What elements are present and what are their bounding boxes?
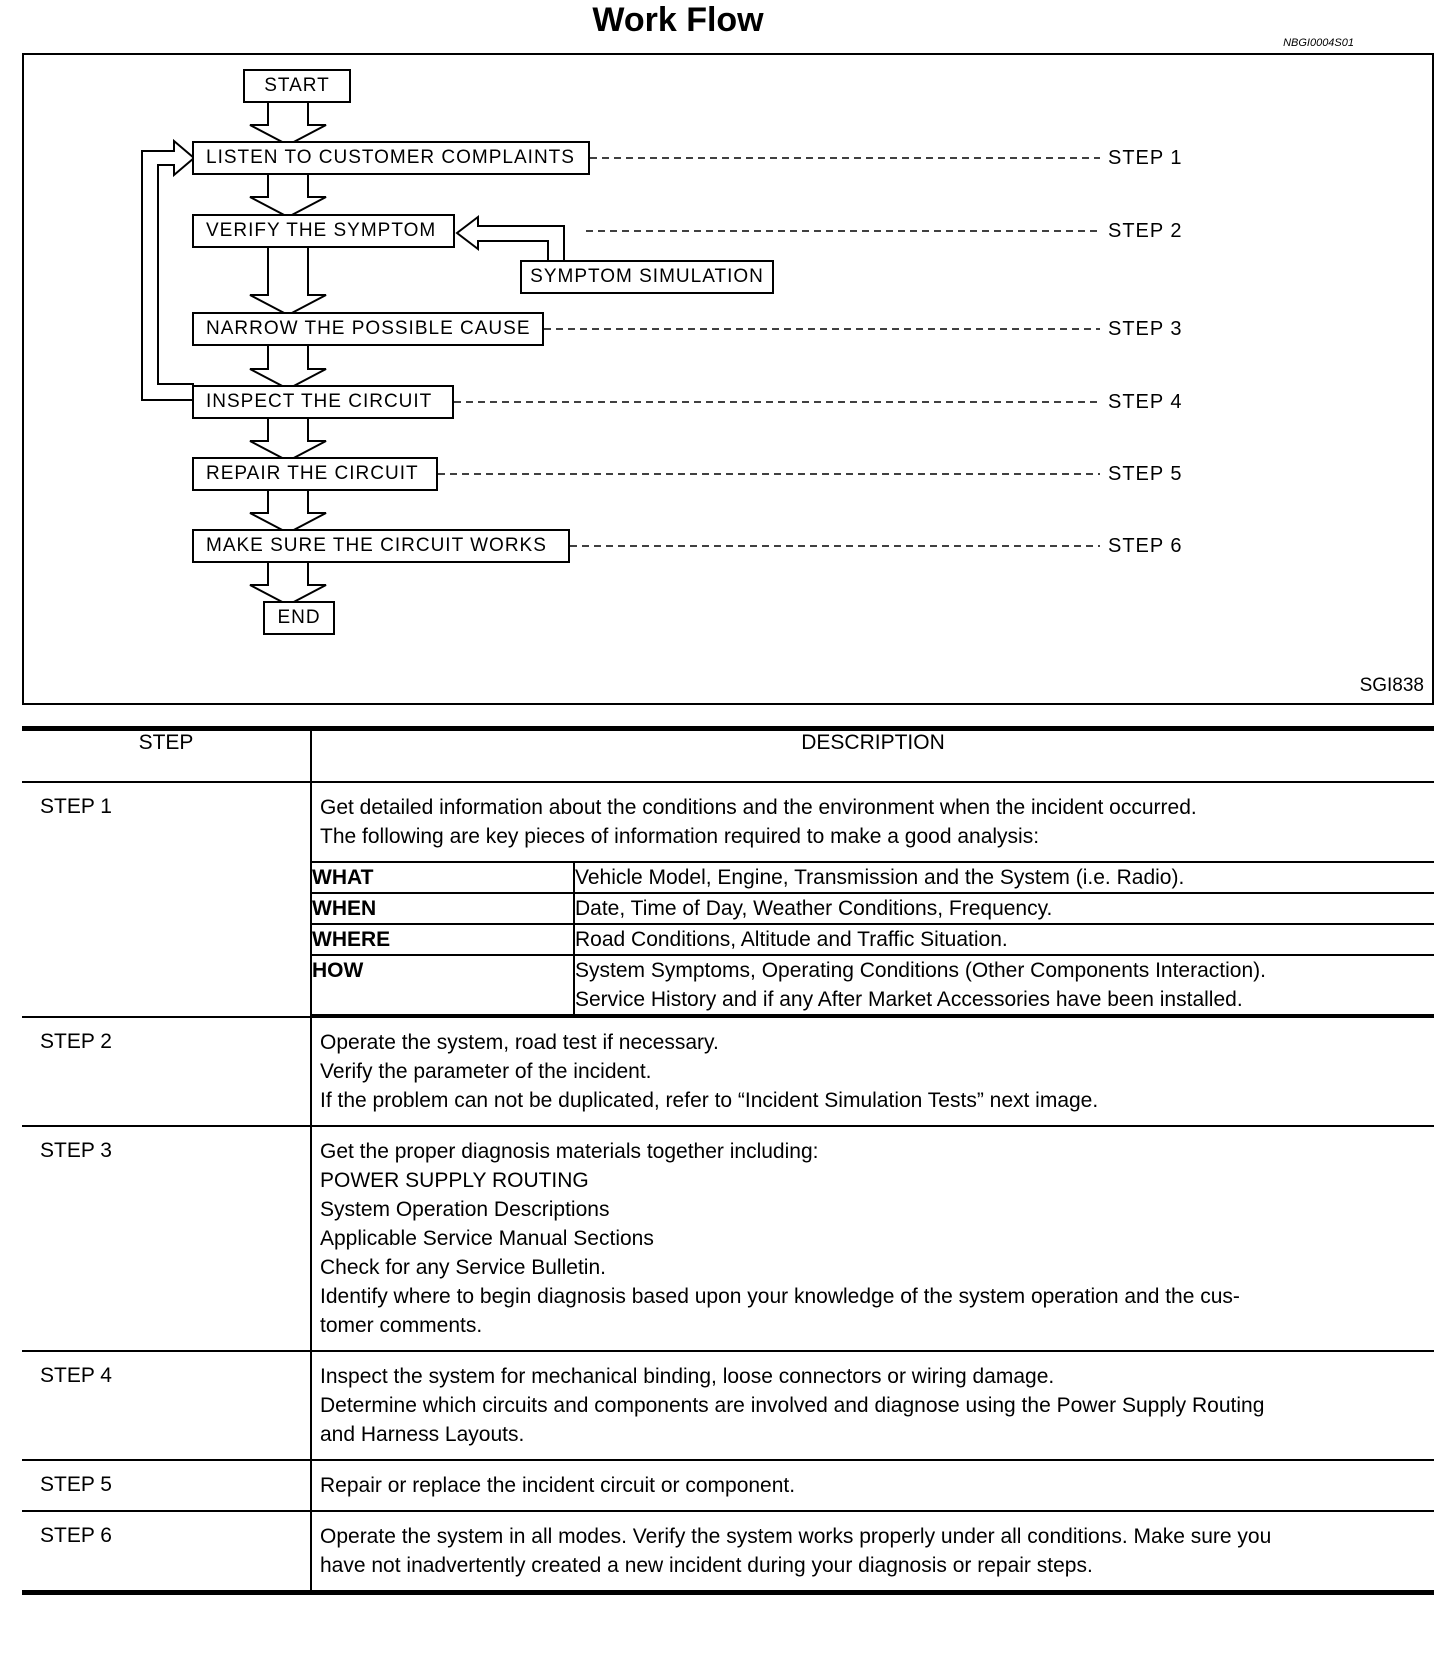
- description-line: tomer comments.: [320, 1314, 483, 1337]
- step-label-5: STEP 5: [1108, 463, 1183, 485]
- description-line: Applicable Service Manual Sections: [320, 1227, 654, 1250]
- arrow-narrow-to-inspect: [250, 345, 326, 389]
- description-line: POWER SUPPLY ROUTING: [320, 1169, 589, 1192]
- table-row: [22, 1460, 1434, 1511]
- flow-node-narrow: NARROW THE POSSIBLE CAUSE: [192, 312, 544, 346]
- arrow-simulation-to-verify: [457, 217, 564, 263]
- description-line: Operate the system in all modes. Verify the system works properly under all conditions. Make sure you: [320, 1525, 1272, 1548]
- description-line: If the problem can not be duplicated, refer to “Incident Simulation Tests” next image.: [320, 1089, 1099, 1112]
- subtable-row: [312, 924, 1434, 955]
- table-row: [22, 782, 1434, 1017]
- description-line: have not inadvertently created a new incident during your diagnosis or repair steps.: [320, 1554, 1093, 1577]
- description-line: Get the proper diagnosis materials together including:: [320, 1140, 819, 1163]
- arrow-inspect-to-repair: [250, 417, 326, 461]
- flow-node-end: END: [263, 601, 335, 635]
- description-cell: [311, 1126, 1434, 1351]
- step-cell: STEP 6: [22, 1511, 311, 1593]
- header-description: DESCRIPTION: [311, 729, 1434, 783]
- table-row: [22, 1511, 1434, 1593]
- info-key: WHERE: [312, 924, 574, 955]
- description-line: Repair or replace the incident circuit or component.: [320, 1474, 796, 1497]
- document-code: NBGI0004S01: [1283, 37, 1354, 49]
- info-key: WHAT: [312, 862, 574, 893]
- table-row: [22, 1126, 1434, 1351]
- step-label-2: STEP 2: [1108, 220, 1183, 242]
- description-line: Determine which circuits and components are involved and diagnose using the Power Supply Routing: [320, 1394, 1265, 1417]
- step-label-1: STEP 1: [1108, 147, 1183, 169]
- header-step: STEP: [22, 729, 311, 783]
- description-cell: [311, 1351, 1434, 1460]
- description-line: The following are key pieces of information required to make a good analysis:: [320, 825, 1040, 848]
- flow-node-repair: REPAIR THE CIRCUIT: [192, 457, 438, 491]
- info-line: Road Conditions, Altitude and Traffic Situation.: [575, 928, 1008, 951]
- step-leader-lines: [438, 158, 1100, 546]
- step-cell: STEP 2: [22, 1017, 311, 1126]
- info-value: [574, 955, 1434, 1015]
- arrow-start-to-listen: [250, 101, 326, 145]
- subtable-row: [312, 893, 1434, 924]
- description-line: Identify where to begin diagnosis based upon your knowledge of the system operation and the cus-: [320, 1285, 1240, 1308]
- flow-node-start: START: [243, 69, 351, 103]
- description-line: Get detailed information about the conditions and the environment when the incident occurred.: [320, 796, 1197, 819]
- arrow-inspect-to-listen: [142, 141, 194, 400]
- description-cell: [311, 1460, 1434, 1511]
- flow-node-make-sure: MAKE SURE THE CIRCUIT WORKS: [192, 529, 570, 563]
- description-cell: [311, 1511, 1434, 1593]
- arrow-makesure-to-end: [250, 561, 326, 605]
- step-label-3: STEP 3: [1108, 318, 1183, 340]
- info-line: Vehicle Model, Engine, Transmission and the System (i.e. Radio).: [575, 866, 1185, 889]
- description-cell: [311, 1017, 1434, 1126]
- arrow-verify-to-narrow: [250, 245, 326, 315]
- description-line: System Operation Descriptions: [320, 1198, 610, 1221]
- step-cell: STEP 5: [22, 1460, 311, 1511]
- table-header-row: [22, 729, 1434, 783]
- steps-table: [22, 726, 1434, 1595]
- info-value: [574, 862, 1434, 893]
- description-line: Check for any Service Bulletin.: [320, 1256, 606, 1279]
- info-line: System Symptoms, Operating Conditions (Other Components Interaction).: [575, 959, 1266, 982]
- step-cell: STEP 4: [22, 1351, 311, 1460]
- info-subtable: [312, 861, 1434, 1016]
- step-cell: STEP 3: [22, 1126, 311, 1351]
- flow-node-inspect: INSPECT THE CIRCUIT: [192, 385, 454, 419]
- arrow-repair-to-makesure: [250, 489, 326, 533]
- description-line: Verify the parameter of the incident.: [320, 1060, 652, 1083]
- description-line: Operate the system, road test if necessary.: [320, 1031, 719, 1054]
- page-title: Work Flow: [592, 1, 764, 39]
- info-line: Date, Time of Day, Weather Conditions, Frequency.: [575, 897, 1053, 920]
- flow-node-verify: VERIFY THE SYMPTOM: [192, 214, 455, 248]
- table-row: [22, 1017, 1434, 1126]
- flow-node-listen: LISTEN TO CUSTOMER COMPLAINTS: [192, 141, 590, 175]
- arrow-listen-to-verify: [250, 173, 326, 217]
- info-value: [574, 924, 1434, 955]
- step-cell: STEP 1: [22, 782, 311, 1017]
- description-line: and Harness Layouts.: [320, 1423, 525, 1446]
- table-row: [22, 1351, 1434, 1460]
- step-label-4: STEP 4: [1108, 391, 1183, 413]
- info-key: HOW: [312, 955, 574, 1015]
- subtable-row: [312, 955, 1434, 1015]
- subtable-row: [312, 862, 1434, 893]
- workflow-diagram: [22, 53, 1434, 705]
- description-cell: [312, 783, 1434, 861]
- figure-code: SGI838: [1359, 675, 1424, 696]
- info-value: [574, 893, 1434, 924]
- info-line: Service History and if any After Market Accessories have been installed.: [575, 988, 1243, 1011]
- flow-node-symptom-simulation: SYMPTOM SIMULATION: [520, 260, 774, 294]
- description-line: Inspect the system for mechanical binding, loose connectors or wiring damage.: [320, 1365, 1055, 1388]
- step-label-6: STEP 6: [1108, 535, 1183, 557]
- info-key: WHEN: [312, 893, 574, 924]
